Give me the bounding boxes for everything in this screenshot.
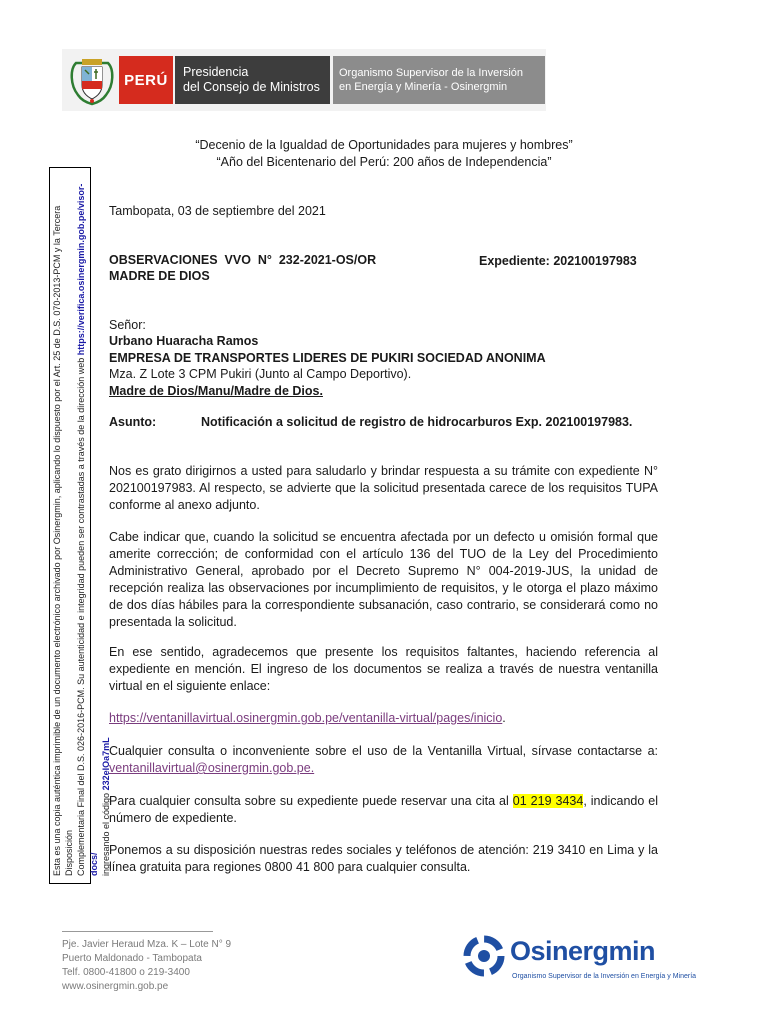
certification-line-1: Esta es una copia auténtica imprimible de un documento electrónico archivado por Osinergmin, aplicando lo dispuesto por el Art. 25 de D.S. 070-2013-PCM y la Tercera Disposición [52, 205, 75, 876]
certification-text [51, 169, 111, 882]
paragraph-appointment [109, 793, 658, 827]
osinergmin-logo-wordmark: Osinergmin [510, 936, 656, 966]
pcm-line-2: del Consejo de Ministros [183, 80, 320, 94]
reference-number: OBSERVACIONES VVO N° 232-2021-OS/OR [109, 253, 377, 267]
expediente-number: Expediente: 202100197983 [479, 254, 637, 268]
certification-line-2-text: Complementaria Final del D.S. 026-2016-PCM. Su autenticidad e integridad pueden ser contrastadas a través de la dirección web [76, 357, 87, 876]
certification-line-3-text: ingresando el código [100, 792, 111, 876]
verification-code: 232eIOa7mL [100, 737, 111, 791]
footer-address-2: Puerto Maldonado - Tambopata [62, 953, 202, 964]
pcm-label [175, 56, 330, 104]
subject-label: Asunto: [109, 415, 157, 429]
contact-text: Cualquier consulta o inconveniente sobre el uso de la Ventanilla Virtual, sírvase contactarse a: [109, 744, 658, 758]
verification-url-link[interactable]: https://verifica.osinergmin.gob.pe/visor-docs/ [76, 183, 99, 876]
osinergmin-header-label [333, 56, 545, 104]
footer-website: www.osinergmin.gob.pe [62, 981, 169, 992]
paragraph-intro: Nos es grato dirigirnos a usted para saludarlo y brindar respuesta a su trámite con expediente N° 202100197983. Al respecto, se advierte que la solicitud presentada carece de los requisitos TUPA conforme al anexo adjunto. [109, 464, 658, 512]
subject-text: Notificación a solicitud de registro de hidrocarburos Exp. 202100197983. [201, 415, 633, 429]
ventanilla-link-line [109, 710, 506, 727]
recipient-company: EMPRESA DE TRANSPORTES LIDERES DE PUKIRI SOCIEDAD ANONIMA [109, 351, 546, 365]
footer-divider [62, 931, 213, 932]
footer-phone: Telf. 0800-41800 o 219-3400 [62, 967, 190, 978]
link-period: . [502, 711, 506, 725]
paragraph-social: Ponemos a su disposición nuestras redes sociales y teléfonos de atención: 219 3410 en Lima y la línea gratuita para regiones 0800 41 800 para cualquier consulta. [109, 843, 658, 874]
peru-coat-of-arms-icon [68, 55, 116, 107]
recipient-name: Urbano Huaracha Ramos [109, 334, 259, 348]
reference-region: MADRE DE DIOS [109, 269, 210, 283]
appointment-text-after: , indicando el número de expediente. [109, 794, 659, 825]
osinergmin-logo-tagline: Organismo Supervisor de la Inversión en Energía y Minería [512, 973, 697, 980]
ventanilla-virtual-link[interactable]: https://ventanillavirtual.osinergmin.gob.pe/ventanilla-virtual/pages/inicio [109, 711, 503, 725]
osi-line-2: en Energía y Minería - Osinergmin [339, 81, 508, 93]
place-date: Tambopata, 03 de septiembre del 2021 [109, 204, 326, 218]
recipient-location: Madre de Dios/Manu/Madre de Dios. [109, 384, 323, 398]
pcm-line-1: Presidencia [183, 65, 249, 79]
appointment-text-before: Para cualquier consulta sobre su expediente puede reservar una cita al [109, 794, 513, 808]
paragraph-request: En ese sentido, agradecemos que presente los requisitos faltantes, haciendo referencia al expediente en mención. El ingreso de los documentos se realiza a través de nuestra ventanilla virtual en el siguiente enlace: [109, 645, 658, 693]
paragraph-contact [109, 743, 658, 777]
slogan-decenio: “Decenio de la Igualdad de Oportunidades para mujeres y hombres” [195, 138, 573, 152]
osi-line-1: Organismo Supervisor de la Inversión [339, 67, 524, 79]
paragraph-legal-basis: Cabe indicar que, cuando la solicitud se encuentra afectada por un defecto u omisión formal que amerite corrección; de conformidad con el artículo 136 del TUO de la Ley del Procedimiento Administrativo General, aprobado por el Decreto Supremo N° 004-2019-JUS, la unidad de recepción realiza las observaciones por incumplimiento de requisitos, y le otorga el plazo máximo de dos días hábiles para la correspondiente subsanación, caso contrario, se considerará como no presentada la solicitud. [109, 530, 658, 629]
salutation: Señor: [109, 318, 146, 332]
slogan-bicentenario: “Año del Bicentenario del Perú: 200 años de Independencia” [216, 155, 552, 169]
appointment-phone: 01 219 3434 [512, 794, 584, 808]
certification-box [49, 167, 111, 884]
ventanilla-email-link[interactable]: ventanillavirtual@osinergmin.gob.pe. [109, 761, 315, 775]
peru-label: PERÚ [119, 56, 173, 104]
recipient-address: Mza. Z Lote 3 CPM Pukiri (Junto al Campo Deportivo). [109, 367, 412, 381]
footer-address-1: Pje. Javier Heraud Mza. K – Lote N° 9 [62, 939, 232, 950]
certification-line-2 [75, 175, 99, 876]
osinergmin-logo-icon [462, 934, 506, 978]
